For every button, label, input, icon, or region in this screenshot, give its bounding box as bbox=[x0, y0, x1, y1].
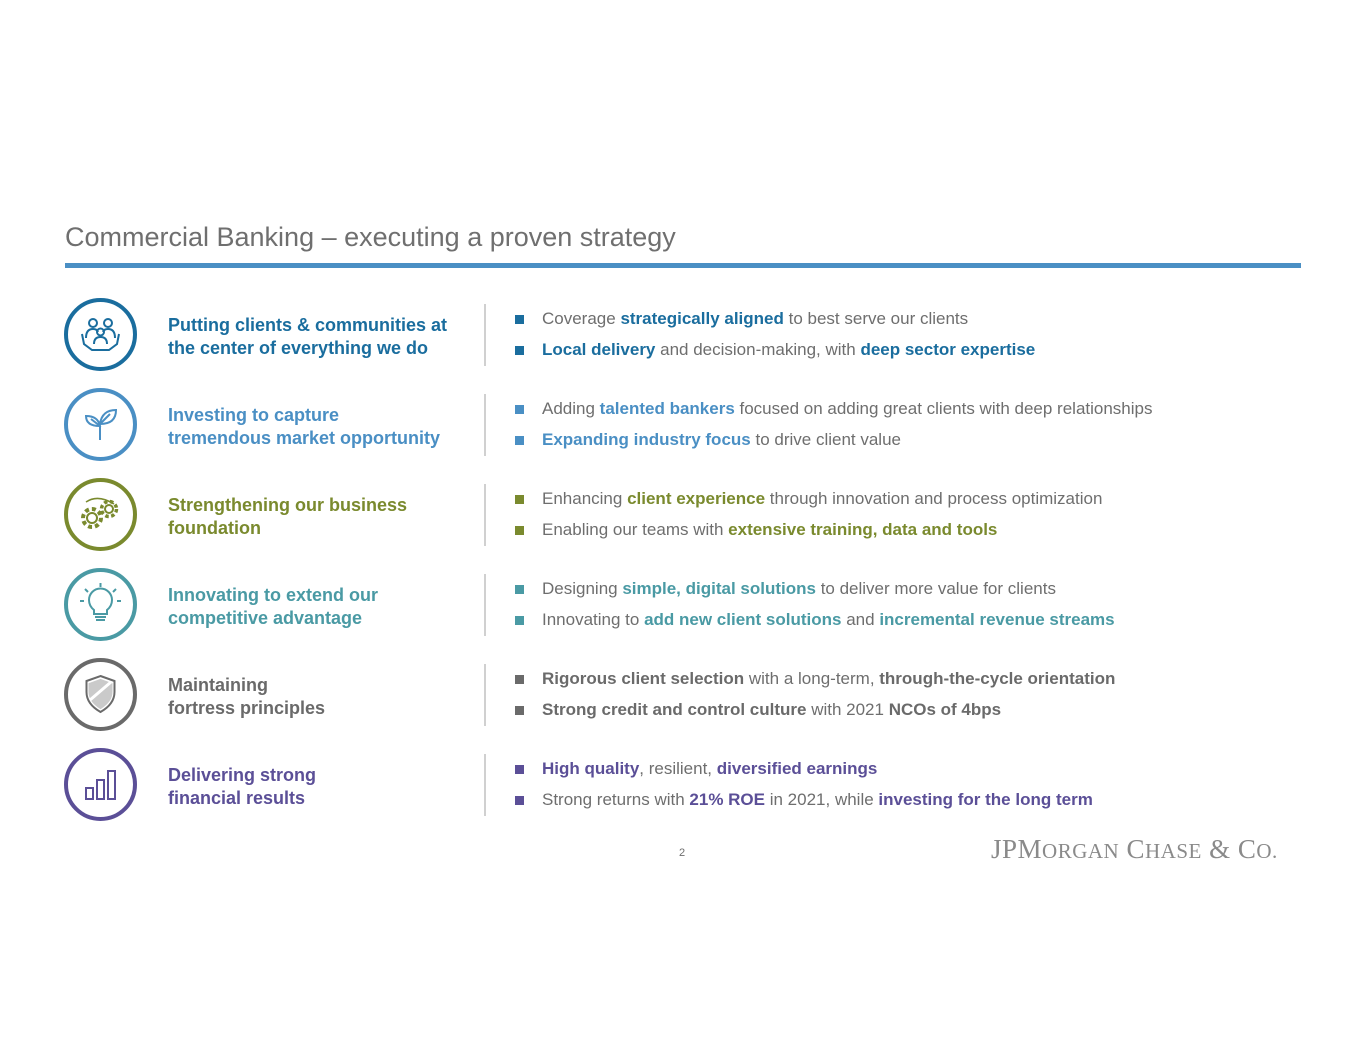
bullet-square-icon bbox=[515, 405, 524, 414]
divider bbox=[484, 754, 486, 816]
bullet-highlight: through-the-cycle orientation bbox=[879, 669, 1116, 688]
bullet-square-icon bbox=[515, 495, 524, 504]
bullet-text: Coverage bbox=[542, 309, 621, 328]
jpmorgan-logo: JPMORGAN CHASE & CO. bbox=[991, 834, 1278, 864]
bullet-text: with 2021 bbox=[806, 700, 889, 719]
bullet-text: and bbox=[841, 610, 880, 629]
divider bbox=[484, 304, 486, 366]
bullet-square-icon bbox=[515, 315, 524, 324]
strategy-row-fortress bbox=[0, 664, 1365, 754]
divider bbox=[484, 664, 486, 726]
bullet-highlight: High quality bbox=[542, 759, 640, 778]
bullet-text: focused on adding great clients with deep relationships bbox=[734, 399, 1153, 418]
bullet-highlight: strategically aligned bbox=[620, 309, 784, 328]
bullet-text: Enhancing bbox=[542, 489, 628, 508]
strategy-row-clients bbox=[0, 304, 1365, 394]
label-line: Investing to capture bbox=[168, 405, 340, 425]
label-line: foundation bbox=[168, 518, 261, 538]
page-title: Commercial Banking – executing a proven strategy bbox=[65, 222, 676, 252]
page-number: 2 bbox=[679, 847, 686, 859]
bullet-square-icon bbox=[515, 346, 524, 355]
bullet-text: Strong returns with bbox=[542, 790, 690, 809]
strategy-label bbox=[168, 404, 478, 450]
label-line: Putting clients & communities at bbox=[168, 315, 448, 335]
bullet-text: , resilient, bbox=[639, 759, 717, 778]
strategy-row-investing bbox=[0, 394, 1365, 484]
label-line: the center of everything we do bbox=[168, 338, 429, 358]
divider bbox=[484, 574, 486, 636]
label-line: competitive advantage bbox=[168, 608, 363, 628]
strategy-label bbox=[168, 764, 478, 810]
bullet-highlight: simple, digital solutions bbox=[622, 579, 816, 598]
people-hands-icon bbox=[64, 298, 137, 371]
strategy-label bbox=[168, 674, 478, 720]
bullet-square-icon bbox=[515, 616, 524, 625]
strategy-row-financial bbox=[0, 754, 1365, 844]
label-line: tremendous market opportunity bbox=[168, 428, 441, 448]
bullet-highlight: client experience bbox=[627, 489, 766, 508]
bullet-text: Enabling our teams with bbox=[542, 520, 729, 539]
label-line: Delivering strong bbox=[168, 765, 317, 785]
bullet-highlight: extensive training, data and tools bbox=[728, 520, 998, 539]
bullet-text: to deliver more value for clients bbox=[815, 579, 1056, 598]
strategy-label bbox=[168, 314, 478, 360]
bullet-highlight: add new client solutions bbox=[644, 610, 842, 629]
bar-chart-icon bbox=[64, 748, 137, 821]
bullet-square-icon bbox=[515, 675, 524, 684]
divider bbox=[484, 484, 486, 546]
bullet-highlight: NCOs of 4bps bbox=[888, 700, 1002, 719]
bullet-text: and decision-making, with bbox=[655, 340, 861, 359]
bullet-highlight: incremental revenue streams bbox=[879, 610, 1115, 629]
bullet-highlight: 21% ROE bbox=[689, 790, 765, 809]
bullet-text: Designing bbox=[542, 579, 623, 598]
bullet-highlight: Rigorous client selection bbox=[542, 669, 745, 688]
label-line: Innovating to extend our bbox=[168, 585, 378, 605]
bullet-text: through innovation and process optimization bbox=[765, 489, 1103, 508]
bullet-highlight: Local delivery bbox=[542, 340, 656, 359]
divider bbox=[484, 394, 486, 456]
label-line: Strengthening our business bbox=[168, 495, 408, 515]
gears-icon bbox=[64, 478, 137, 551]
bullet-square-icon bbox=[515, 765, 524, 774]
bullet-text: to drive client value bbox=[750, 430, 901, 449]
bullet-highlight: investing for the long term bbox=[878, 790, 1093, 809]
bullet-highlight: talented bankers bbox=[599, 399, 735, 418]
bullet-text: Innovating to bbox=[542, 610, 645, 629]
shield-icon bbox=[64, 658, 137, 731]
bullet-square-icon bbox=[515, 796, 524, 805]
lightbulb-icon bbox=[64, 568, 137, 641]
bullet-square-icon bbox=[515, 585, 524, 594]
bullet-square-icon bbox=[515, 526, 524, 535]
strategy-label bbox=[168, 494, 478, 540]
strategy-row-innovating bbox=[0, 574, 1365, 664]
bullet-text: with a long-term, bbox=[744, 669, 880, 688]
bullet-text: to best serve our clients bbox=[783, 309, 969, 328]
label-line: fortress principles bbox=[168, 698, 326, 718]
bullet-highlight: deep sector expertise bbox=[860, 340, 1036, 359]
bullet-text: Adding bbox=[542, 399, 600, 418]
bullet-highlight: diversified earnings bbox=[716, 759, 878, 778]
bullet-square-icon bbox=[515, 436, 524, 445]
title-rule bbox=[65, 263, 1301, 268]
bullet-text: in 2021, while bbox=[765, 790, 879, 809]
strategy-row-foundation bbox=[0, 484, 1365, 574]
bullet-highlight: Expanding industry focus bbox=[542, 430, 751, 449]
strategy-label bbox=[168, 584, 478, 630]
bullet-square-icon bbox=[515, 706, 524, 715]
plant-sprout-icon bbox=[64, 388, 137, 461]
bullet-highlight: Strong credit and control culture bbox=[542, 700, 807, 719]
label-line: financial results bbox=[168, 788, 306, 808]
label-line: Maintaining bbox=[168, 675, 268, 695]
